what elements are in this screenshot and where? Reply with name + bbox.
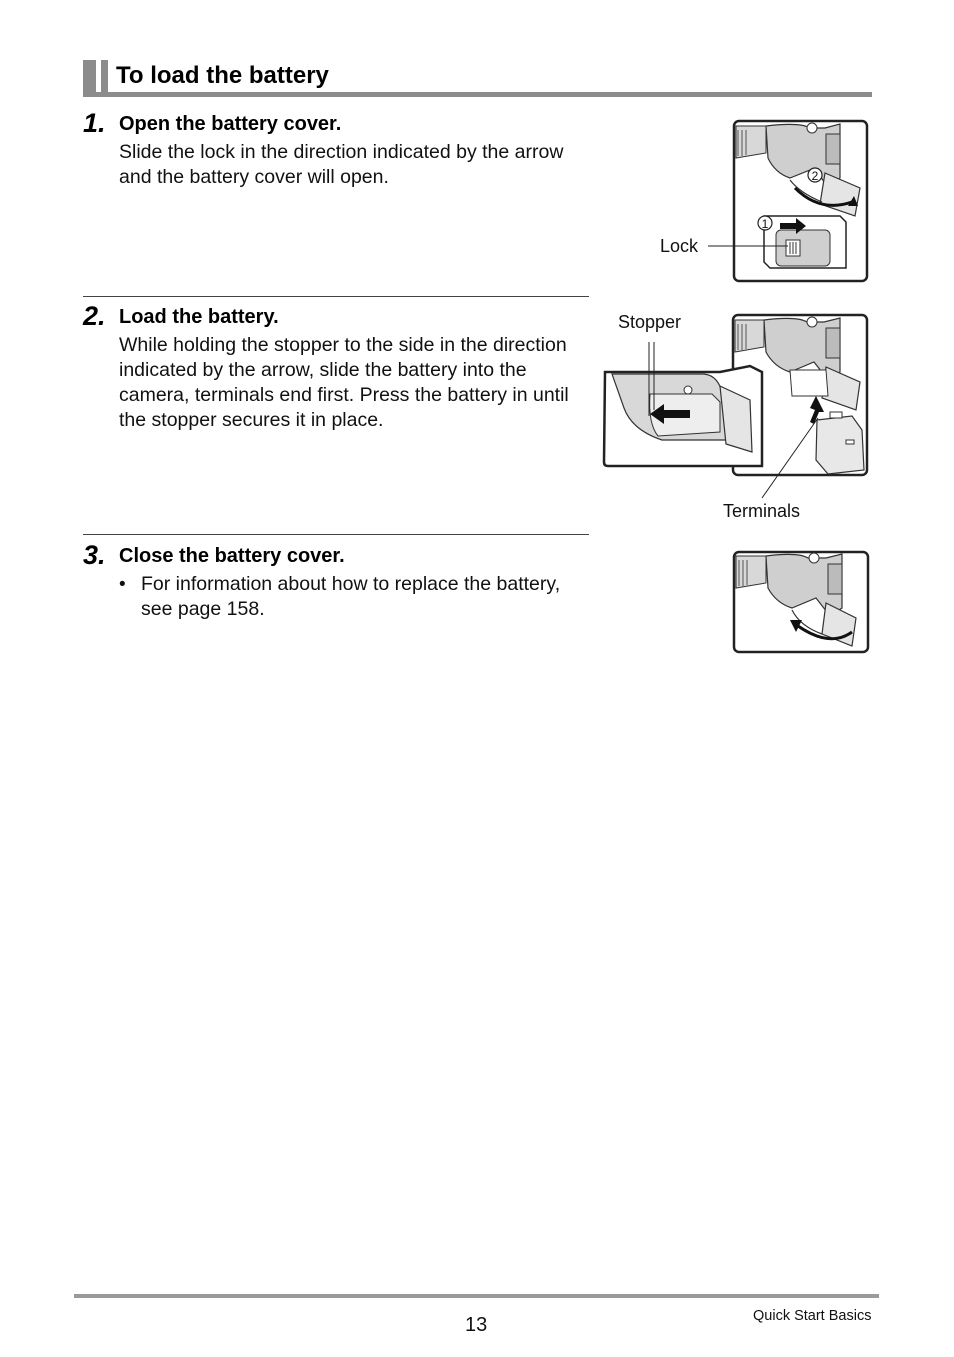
open-cover-illustration: [650, 118, 872, 284]
step-3-title: Close the battery cover.: [119, 545, 345, 567]
step-2-number: 2.: [83, 301, 106, 331]
header-accent-bar-thin: [101, 60, 108, 96]
bullet-text: For information about how to replace the battery, see page 158.: [141, 573, 561, 620]
load-battery-illustration: [602, 312, 872, 502]
step-2-body: While holding the stopper to the side in the direction indicated by the arrow, slide the battery into the camera, terminals end first. Press the battery in until the stopper secures it in place.: [119, 334, 569, 431]
close-cover-illustration: [730, 548, 872, 658]
step-3-bullet: [119, 572, 561, 622]
step-3-number: 3.: [83, 540, 106, 570]
stopper-label: Stopper: [618, 312, 682, 332]
page-number: 13: [465, 1314, 488, 1336]
header-accent-bar: [83, 60, 96, 96]
footer-rule: [74, 1294, 879, 1298]
section-title: To load the battery: [116, 62, 329, 89]
bullet-marker: •: [119, 574, 126, 595]
step-1-title: Open the battery cover.: [119, 113, 342, 135]
step-1-number: 1.: [83, 108, 106, 138]
marker-2: 2: [811, 169, 819, 183]
header-underline: [83, 92, 872, 97]
marker-1: 1: [761, 217, 769, 231]
step-2-title: Load the battery.: [119, 306, 279, 328]
step-divider-1: [83, 296, 589, 297]
terminals-label: Terminals: [723, 501, 801, 521]
lock-label: Lock: [660, 236, 699, 256]
step-1-body: Slide the lock in the direction indicated by the arrow and the battery cover will open.: [119, 141, 564, 188]
step-divider-2: [83, 534, 589, 535]
footer-section-name: Quick Start Basics: [753, 1308, 872, 1324]
